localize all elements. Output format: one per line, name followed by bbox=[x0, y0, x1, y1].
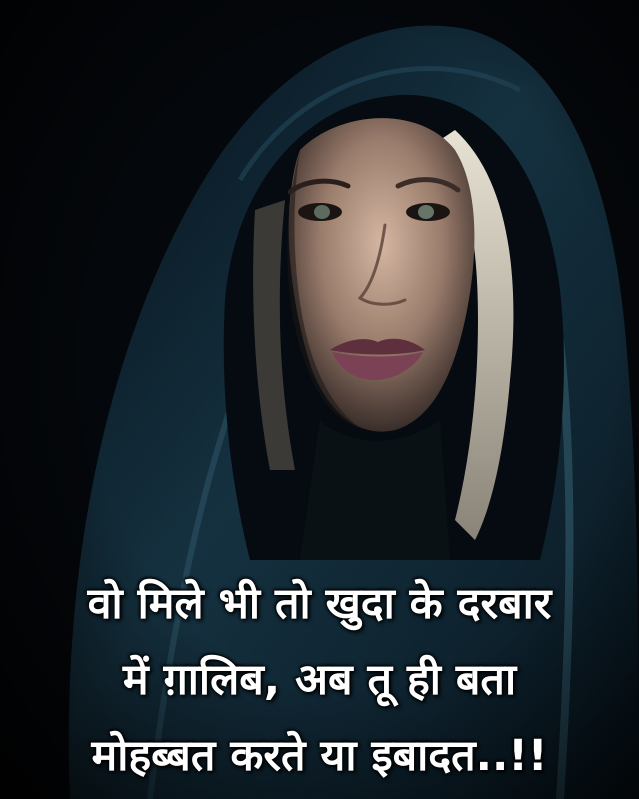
quote-line-2: में ग़ालिब, अब तू ही बता bbox=[122, 655, 517, 705]
quote-line-3: मोहब्बत करते या इबादत..!! bbox=[91, 731, 548, 781]
quote-text bbox=[0, 566, 639, 794]
quote-line-1: वो मिले भी तो खुदा के दरबार bbox=[87, 579, 552, 629]
